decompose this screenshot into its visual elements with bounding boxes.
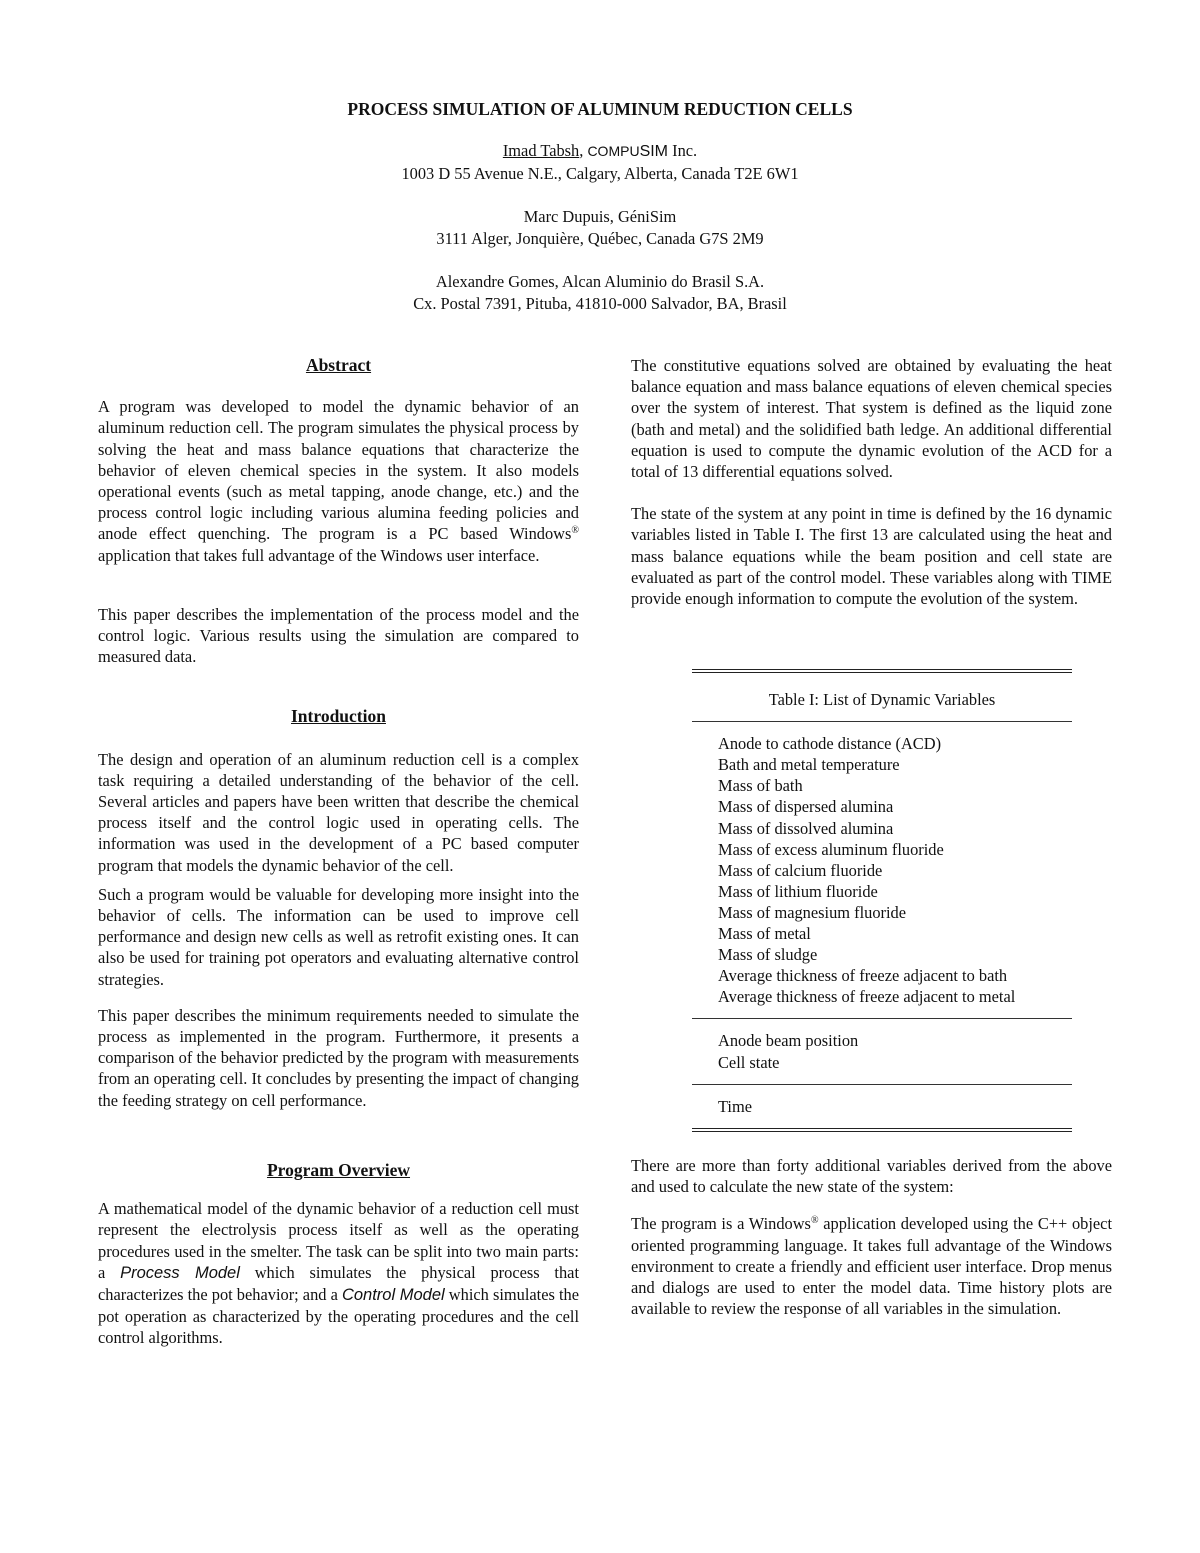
table-row: Mass of lithium fluoride [718, 881, 878, 901]
introduction-paragraph-2: Such a program would be valuable for developing more insight into the behavior of cells. The information can be used to improve cell performance and design new cells as well as retrofit existing ones. It can also be used for training pot operators and evaluating alternative control strategies. [98, 884, 579, 989]
right-paragraph-2: The state of the system at any point in time is defined by the 16 dynamic variables listed in Table I. The first 13 are calculated using the heat and mass balance equations while the beam position and cell state are evaluated as part of the control model. These variables along with TIME provide enough information to compute the evolution of the system. [631, 504, 1112, 609]
author-1-affil-suffix: Inc. [668, 141, 698, 160]
author-2-address: 3111 Alger, Jonquière, Québec, Canada G7S 2M9 [436, 228, 764, 248]
table-row: Time [718, 1096, 753, 1116]
right-p4-text-a: The program is a Windows [631, 1214, 811, 1234]
registered-mark: ® [810, 1215, 819, 1227]
program-overview-heading: Program Overview [266, 1159, 411, 1180]
right-column [631, 355, 1112, 609]
author-3-address: Cx. Postal 7391, Pituba, 41810-000 Salvador, BA, Brasil [413, 293, 787, 313]
table-row: Mass of bath [718, 776, 803, 796]
table-row: Mass of calcium fluoride [718, 860, 883, 880]
process-model-term: Process Model [120, 1263, 240, 1282]
table-group-time [692, 1085, 1072, 1128]
table-row: Anode to cathode distance (ACD) [718, 734, 942, 754]
table-row: Cell state [718, 1052, 780, 1072]
author-1 [0, 140, 1200, 184]
abstract-heading: Abstract [305, 355, 372, 375]
program-overview-paragraph-1 [98, 1198, 579, 1348]
table-group-control-variables [692, 1019, 1072, 1083]
dynamic-variables-table [692, 669, 1072, 1132]
table-row: Bath and metal temperature [718, 755, 900, 775]
right-paragraph-4 [631, 1213, 1112, 1319]
author-1-affil-big: SIM [639, 143, 669, 160]
table-bottom-rule [692, 1128, 1072, 1132]
introduction-heading: Introduction [291, 706, 386, 727]
table-row: Anode beam position [718, 1031, 859, 1051]
overview-text-a: A mathematical model of the dynamic behavior of a reduction cell must represent the electrolysis process itself as well as the operating procedures used in the smelter. The task can be split into two main parts: a [98, 1199, 579, 1282]
introduction-paragraph-3: This paper describes the minimum requirements needed to simulate the process as implemented in the program. Furthermore, it presents a comparison of the behavior predicted by the program with measurements from an operating cell. It concludes by presenting the impact of changing the feeding strategy on cell performance. [98, 1005, 579, 1110]
right-p4-text-b: application developed using the C++ object oriented programming language. It takes full advantage of the Windows environment to create a friendly and efficient user interface. Drop menus and dialogs are used to enter the model data. Time history plots are available to review the response of all variables in the simulation. [631, 1214, 1112, 1319]
right-paragraph-3: There are more than forty additional variables derived from the above and used to calculate the new state of the system: [631, 1156, 1112, 1197]
author-3-line: Alexandre Gomes, Alcan Aluminio do Brasil S.A. [435, 272, 765, 291]
abstract-p1-text-b: application that takes full advantage of the Windows user interface. [98, 545, 540, 565]
overview-text-b: which simulates the physical process that characterizes the pot behavior; and a [98, 1262, 580, 1304]
table-group-state-variables [692, 722, 1072, 1018]
registered-mark: ® [571, 525, 579, 537]
abstract-paragraph-2: This paper describes the implementation of the process model and the control logic. Various results using the simulation are compared to measured data. [98, 604, 579, 667]
author-3 [0, 271, 1200, 314]
table-row: Mass of magnesium fluoride [718, 902, 907, 922]
abstract-paragraph-1 [98, 396, 579, 566]
author-1-name: Imad Tabsh [502, 141, 580, 160]
overview-text-c: which simulates the pot operation as characterized by the operating procedures and the cell control algorithms. [98, 1284, 579, 1348]
author-1-affil-prefix: , [579, 141, 588, 160]
author-2-line: Marc Dupuis, GéniSim [523, 207, 677, 226]
abstract-p1-text-a: A program was developed to model the dynamic behavior of an aluminum reduction cell. The program simulates the physical process by solving the heat and mass balance equations that characterize the behavior of eleven chemical species in the system. It also models operational events (such as metal tapping, anode change, etc.) and the process control logic including various alumina feeding policies and anode effect quenching. The program is a PC based Windows [98, 397, 579, 544]
author-block [0, 140, 1200, 336]
author-2 [0, 206, 1200, 249]
paper-title: PROCESS SIMULATION OF ALUMINUM REDUCTION CELLS [347, 99, 853, 119]
table-row: Mass of dissolved alumina [718, 818, 894, 838]
table-row: Mass of dispersed alumina [718, 797, 894, 817]
table-row: Mass of metal [718, 924, 811, 944]
author-1-line [0, 140, 1200, 163]
author-1-affil-small: COMPU [587, 143, 640, 159]
table-row: Average thickness of freeze adjacent to metal [718, 987, 1016, 1007]
introduction-paragraph-1: The design and operation of an aluminum reduction cell is a complex task requiring a detailed understanding of the behavior of the cell. Several articles and papers have been written that describe the chemical process itself and the control logic used in operating cells. The information was used in the development of a PC based computer program that models the dynamic behavior of the cell. [98, 749, 579, 875]
right-column-lower [631, 1155, 1112, 1319]
table-row: Mass of excess aluminum fluoride [718, 839, 944, 859]
author-1-address: 1003 D 55 Avenue N.E., Calgary, Alberta, Canada T2E 6W1 [401, 163, 799, 183]
table-row: Mass of sludge [718, 945, 818, 965]
control-model-term: Control Model [341, 1285, 445, 1304]
table-row: Average thickness of freeze adjacent to bath [718, 966, 1008, 986]
right-paragraph-1: The constitutive equations solved are obtained by evaluating the heat balance equation and mass balance equations of eleven chemical species over the system of interest. That system is defined as the liquid zone (bath and metal) and the solidified bath ledge. An additional differential equation is used to compute the dynamic evolution of the ACD for a total of 13 differential equations solved. [631, 356, 1112, 482]
left-column [98, 355, 579, 1349]
table-caption: Table I: List of Dynamic Variables [768, 690, 996, 709]
